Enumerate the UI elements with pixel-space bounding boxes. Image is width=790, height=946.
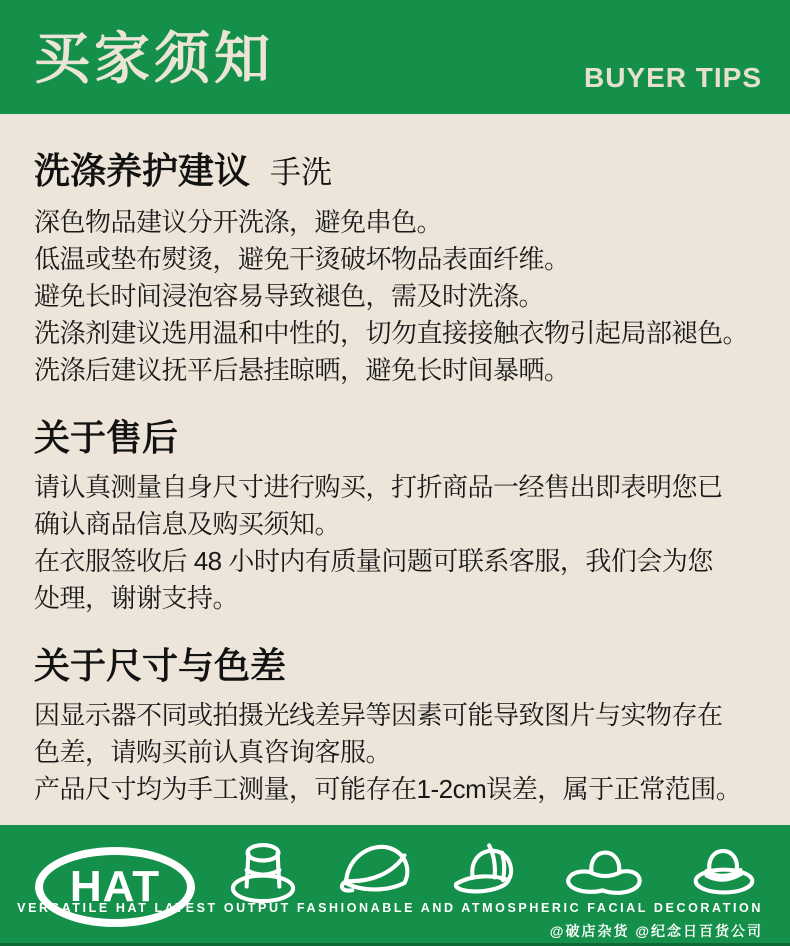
baseball-cap-icon [449, 835, 533, 907]
text-line: 低温或垫布熨烫，避免干烫破坏物品表面纤维。 [34, 244, 570, 274]
section-after-sales [34, 415, 756, 617]
section-body [34, 697, 756, 808]
fedora-hat-icon [682, 835, 766, 907]
hat-logo [35, 847, 195, 927]
section-heading-text: 关于尺寸与色差 [34, 645, 287, 686]
text-line: 色差，请购买前认真咨询客服。 [34, 737, 392, 767]
text-line: 洗涤剂建议选用温和中性的，切勿直接接触衣物引起局部褪色。 [34, 318, 749, 348]
footer-credits: @破店杂货 @纪念日百货公司 [549, 923, 763, 939]
footer-tagline: VERSATILE HAT LATEST OUTPUT FASHIONABLE AND ATMOSPHERIC FACIAL DECORATION [17, 901, 763, 915]
text-line: 处理，谢谢支持。 [34, 583, 239, 613]
section-body [34, 469, 756, 617]
text-line: 深色物品建议分开洗涤，避免串色。 [34, 207, 443, 237]
section-heading-text: 洗涤养护建议 [34, 150, 251, 191]
section-heading-note: 手洗 [270, 155, 333, 190]
section-size-color [34, 643, 756, 808]
header-subtitle: BUYER TIPS [583, 62, 762, 93]
cowboy-hat-icon [562, 835, 654, 907]
section-heading-washing-care [34, 148, 756, 196]
section-heading-size-color [34, 643, 756, 689]
header-banner [0, 0, 790, 114]
hat-icons-row [222, 835, 766, 907]
section-heading-text: 关于售后 [34, 417, 179, 458]
top-hat-icon [222, 835, 304, 907]
content-area [0, 114, 790, 808]
footer-banner [0, 825, 790, 946]
text-line: 因显示器不同或拍摄光线差异等因素可能导致图片与实物存在 [34, 700, 723, 730]
section-body [34, 204, 756, 389]
section-heading-after-sales [34, 415, 756, 461]
text-line: 请认真测量自身尺寸进行购买，打折商品一经售出即表明您已 [34, 472, 723, 502]
text-line: 确认商品信息及购买须知。 [34, 509, 341, 539]
page-title: 买家须知 [34, 27, 274, 90]
text-line: 避免长时间浸泡容易导致褪色，需及时洗涤。 [34, 281, 545, 311]
hat-logo-text: HAT [69, 862, 161, 911]
text-line: 在衣服签收后 48 小时内有质量问题可联系客服，我们会为您 [34, 546, 713, 576]
text-line: 洗涤后建议抚平后悬挂晾晒，避免长时间暴晒。 [34, 355, 570, 385]
flat-cap-icon [333, 835, 421, 907]
section-washing-care [34, 148, 756, 389]
text-line: 产品尺寸均为手工测量，可能存在1-2cm误差，属于正常范围。 [34, 774, 742, 804]
